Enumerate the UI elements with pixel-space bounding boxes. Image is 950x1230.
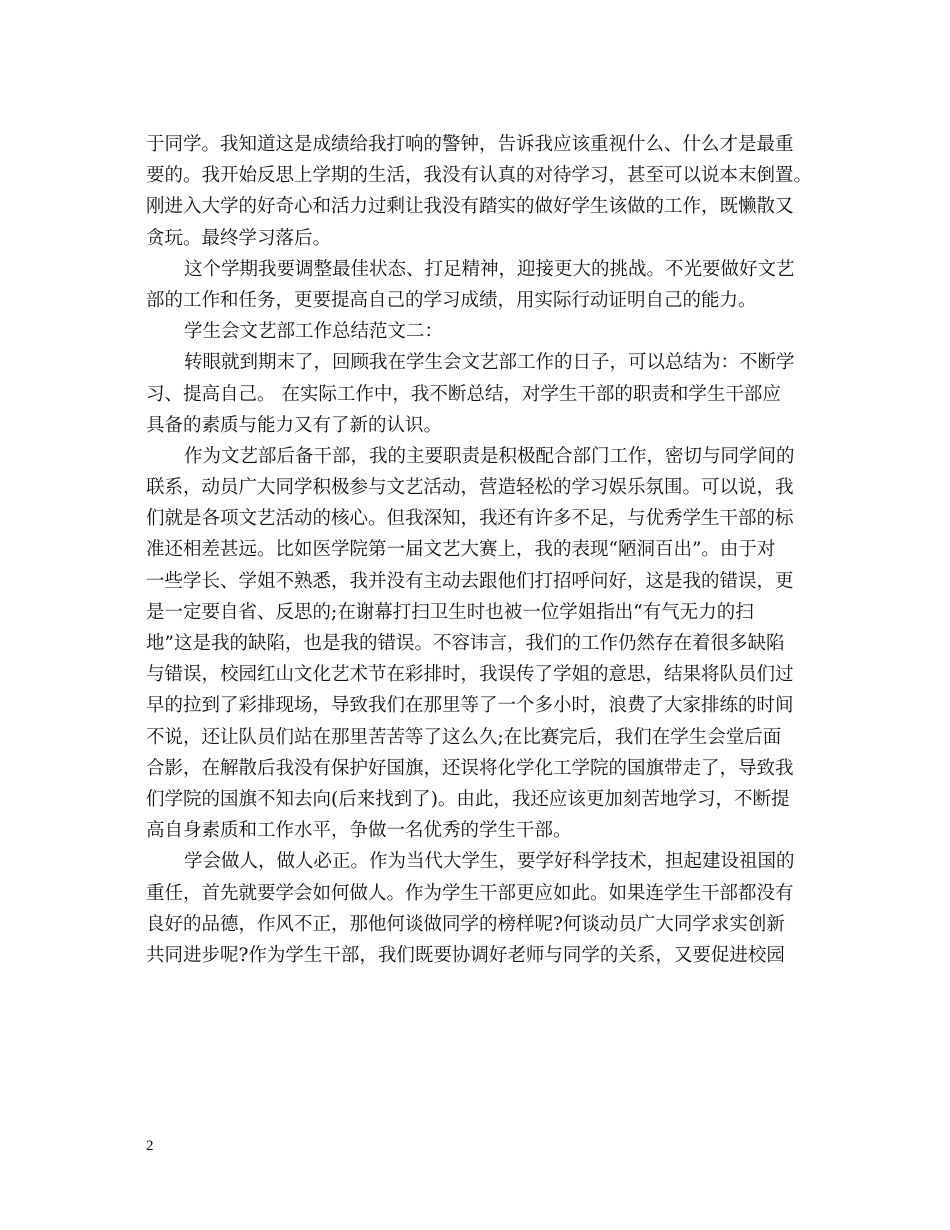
text-line: 共同进步呢?作为学生干部，我们既要协调好老师与同学的关系，又要促进校园 [146, 944, 785, 966]
text-line: 合影，在解散后我没有保护好国旗，还误将化学化工学院的国旗带走了，导致我 [146, 757, 794, 779]
text-line: 们就是各项文艺活动的核心。但我深知，我还有许多不足，与优秀学生干部的标 [146, 508, 794, 530]
text-line: 学会做人，做人必正。作为当代大学生，要学好科学技术，担起建设祖国的 [184, 851, 795, 873]
text-line: 们学院的国旗不知去向(后来找到了)。由此，我还应该更加刻苦地学习，不断提 [146, 788, 790, 810]
text-line: 与错误，校园红山文化艺术节在彩排时，我误传了学姐的意思，结果将队员们过 [146, 664, 794, 686]
text-line: 作为文艺部后备干部，我的主要职责是积极配合部门工作，密切与同学间的 [184, 445, 795, 467]
text-line: 这个学期我要调整最佳状态、打足精神，迎接更大的挑战。不光要做好文艺 [184, 258, 795, 280]
text-line: 早的拉到了彩排现场，导致我们在那里等了一个多小时，浪费了大家排练的时间 [146, 695, 794, 717]
text-line: 地”这是我的缺陷，也是我的错误。不容讳言，我们的工作仍然存在着很多缺陷 [146, 633, 785, 654]
text-line: 高自身素质和工作水平，争做一名优秀的学生干部。 [146, 820, 572, 842]
text-line: 要的。我开始反思上学期的生活，我没有认真的对待学习，甚至可以说本末倒置。 [146, 165, 813, 187]
text-line: 具备的素质与能力又有了新的认识。 [146, 414, 443, 436]
text-line: 良好的品德，作风不正，那他何谈做同学的榜样呢?何谈动员广大同学求实创新 [146, 913, 785, 935]
text-line: 贪玩。最终学习落后。 [146, 227, 332, 249]
page-number: 2 [146, 1138, 154, 1154]
body-text [146, 129, 813, 971]
text-line: 一些学长、学姐不熟悉，我并没有主动去跟他们打招呼问好，这是我的错误，更 [146, 570, 794, 592]
text-line: 准还相差甚远。比如医学院第一届文艺大赛上，我的表现“陋洞百出”。由于对 [146, 539, 776, 561]
text-line: 学生会文艺部工作总结范文二： [184, 321, 444, 343]
text-line: 联系，动员广大同学积极参与文艺活动，营造轻松的学习娱乐氛围。可以说，我 [146, 477, 794, 499]
text-line: 于同学。我知道这是成绩给我打响的警钟，告诉我应该重视什么、什么才是最重 [146, 134, 794, 155]
text-line: 不说，还让队员们站在那里苦苦等了这么久;在比赛完后，我们在学生会堂后面 [146, 726, 782, 748]
text-line: 刚进入大学的好奇心和活力过剩让我没有踏实的做好学生该做的工作，既懒散又 [146, 196, 794, 218]
text-line: 是一定要自省、反思的;在谢幕打扫卫生时也被一位学姐指出“有气无力的扫 [146, 601, 754, 623]
text-line: 部的工作和任务，更要提高自己的学习成绩，用实际行动证明自己的能力。 [146, 289, 757, 311]
text-line: 重任，首先就要学会如何做人。作为学生干部更应如此。如果连学生干部都没有 [146, 882, 794, 904]
text-line: 习、提高自己。 在实际工作中，我不断总结，对学生干部的职责和学生干部应 [146, 383, 781, 405]
text-line: 转眼就到期末了，回顾我在学生会文艺部工作的日子，可以总结为：不断学 [184, 352, 795, 374]
